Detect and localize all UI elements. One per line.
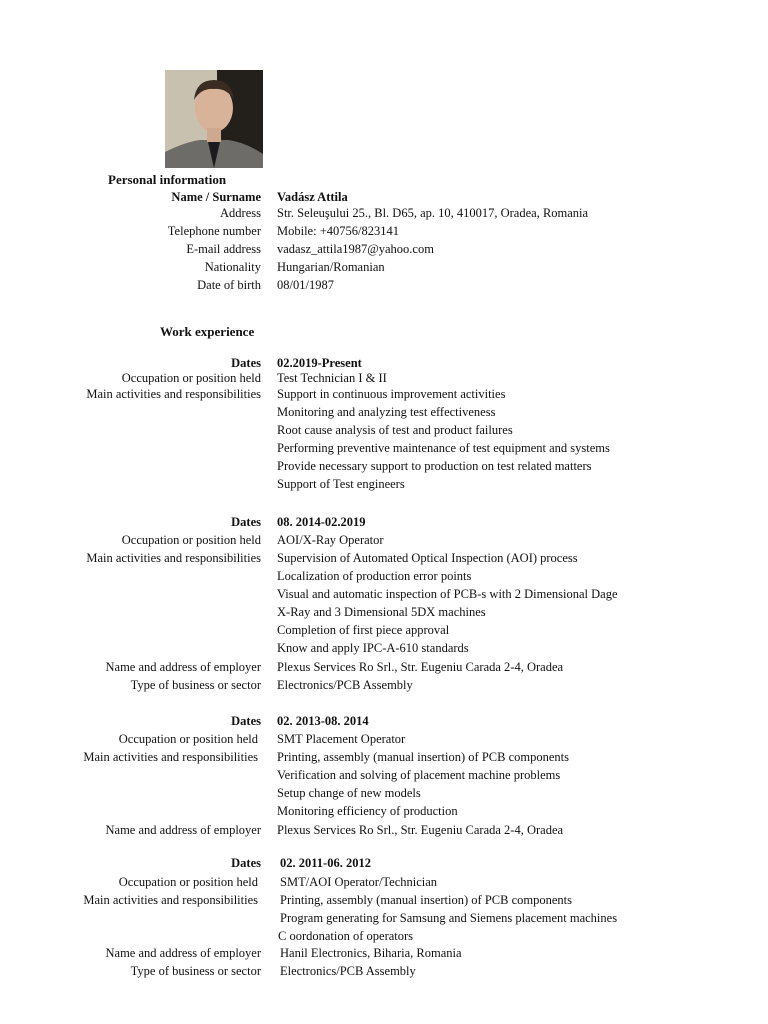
profile-photo (165, 70, 263, 168)
job4-occupation-label: Occupation or position held (118, 875, 258, 889)
portrait-image (165, 70, 263, 168)
job4-dates-label: Dates (231, 856, 261, 870)
job1-activity: Support of Test engineers (277, 477, 405, 491)
job2-business: Electronics/PCB Assembly (277, 678, 413, 692)
telephone-value: Mobile: +40756/823141 (277, 224, 399, 238)
job1-activity: Monitoring and analyzing test effectiveness (277, 405, 496, 419)
job2-business-label: Type of business or sector (130, 678, 261, 692)
job2-occupation-label: Occupation or position held (121, 533, 261, 547)
dob-value: 08/01/1987 (277, 278, 334, 292)
nationality-label: Nationality (204, 260, 261, 274)
job2-activity: Completion of first piece approval (277, 623, 450, 637)
job1-activities-label: Main activities and responsibilities (86, 387, 261, 401)
work-experience-heading: Work experience (160, 324, 255, 339)
job1-dates: 02.2019-Present (277, 356, 362, 370)
job2-activity: Supervision of Automated Optical Inspection (AOI) process (277, 551, 578, 565)
job2-employer-label: Name and address of employer (105, 660, 261, 674)
job3-activity: Monitoring efficiency of production (277, 804, 458, 818)
job2-activity: X-Ray and 3 Dimensional 5DX machines (277, 605, 486, 619)
job3-employer: Plexus Services Ro Srl., Str. Eugeniu Carada 2-4, Oradea (277, 823, 564, 837)
job4-occupation: SMT/AOI Operator/Technician (280, 875, 438, 889)
job3-dates: 02. 2013-08. 2014 (277, 714, 369, 728)
job1-occupation-label: Occupation or position held (121, 371, 261, 385)
job4-business-label: Type of business or sector (130, 964, 261, 978)
job2-occupation: AOI/X-Ray Operator (277, 533, 384, 547)
name-label: Name / Surname (171, 190, 261, 204)
job4-activity: C oordonation of operators (278, 929, 414, 943)
job3-occupation-label: Occupation or position held (118, 732, 258, 746)
job3-employer-label: Name and address of employer (105, 823, 261, 837)
job1-activity: Support in continuous improvement activities (277, 387, 506, 401)
job4-employer-label: Name and address of employer (105, 946, 261, 960)
telephone-label: Telephone number (167, 224, 261, 238)
address-label: Address (220, 206, 261, 220)
job3-dates-label: Dates (231, 714, 261, 728)
job3-activity: Printing, assembly (manual insertion) of PCB components (277, 750, 569, 764)
job2-activity: Know and apply IPC-A-610 standards (277, 641, 469, 655)
job4-business: Electronics/PCB Assembly (280, 964, 416, 978)
dob-label: Date of birth (197, 278, 261, 292)
job2-activity: Localization of production error points (277, 569, 472, 583)
job2-employer: Plexus Services Ro Srl., Str. Eugeniu Carada 2-4, Oradea (277, 660, 564, 674)
job1-activity: Provide necessary support to production on test related matters (277, 459, 592, 473)
job4-activity: Program generating for Samsung and Siemens placement machines (280, 911, 618, 925)
job3-occupation: SMT Placement Operator (277, 732, 406, 746)
address-value: Str. Seleuşului 25., Bl. D65, ap. 10, 410017, Oradea, Romania (277, 206, 589, 220)
job2-activity: Visual and automatic inspection of PCB-s with 2 Dimensional Dage (277, 587, 618, 601)
job2-activities-label: Main activities and responsibilities (86, 551, 261, 565)
job4-activity: Printing, assembly (manual insertion) of PCB components (280, 893, 572, 907)
job1-activity: Performing preventive maintenance of test equipment and systems (277, 441, 610, 455)
job3-activity: Setup change of new models (277, 786, 421, 800)
personal-info-heading: Personal information (108, 172, 227, 187)
job4-dates: 02. 2011-06. 2012 (280, 856, 371, 870)
job3-activities-label: Main activities and responsibilities (83, 750, 258, 764)
job1-occupation: Test Technician I & II (277, 371, 387, 385)
job2-dates: 08. 2014-02.2019 (277, 515, 366, 529)
nationality-value: Hungarian/Romanian (277, 260, 385, 274)
name-value: Vadász Attila (277, 190, 348, 204)
email-value: vadasz_attila1987@yahoo.com (277, 242, 434, 256)
job4-employer: Hanil Electronics, Biharia, Romania (280, 946, 462, 960)
job3-activity: Verification and solving of placement machine problems (277, 768, 561, 782)
job2-dates-label: Dates (231, 515, 261, 529)
email-label: E-mail address (186, 242, 261, 256)
job1-dates-label: Dates (231, 356, 261, 370)
job4-activities-label: Main activities and responsibilities (83, 893, 258, 907)
job1-activity: Root cause analysis of test and product failures (277, 423, 513, 437)
